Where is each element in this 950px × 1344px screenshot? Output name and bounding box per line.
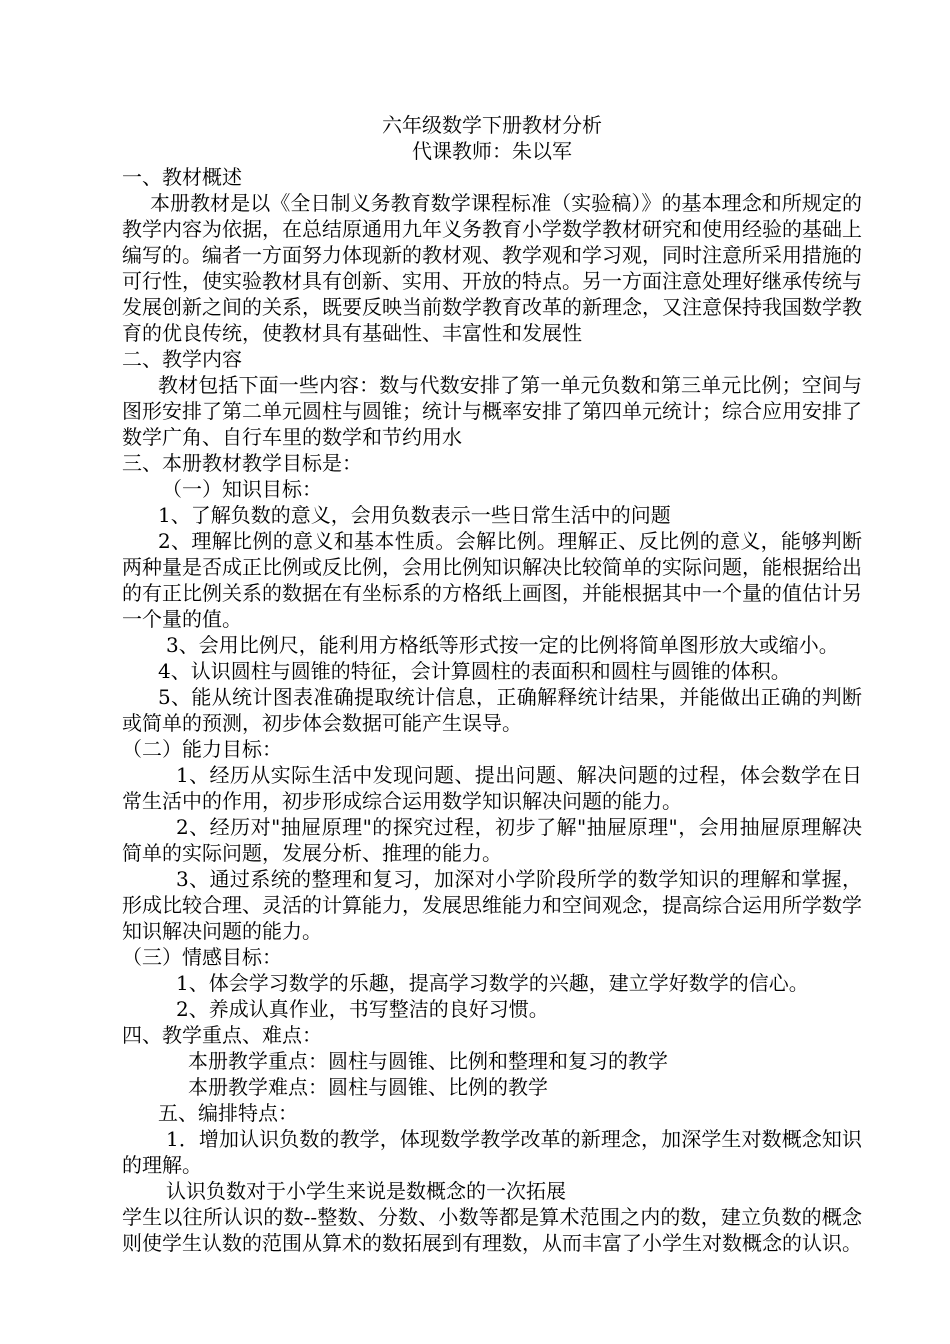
emotion-goal-2: 2、养成认真作业，书写整洁的良好习惯。 [176, 997, 549, 1021]
ability-goal-2: 2、经历对"抽屉原理"的探究过程，初步了解"抽屉原理"，会用抽屉原理解决简单的实际问题，发展分析、推理的能力。 [122, 815, 862, 865]
subheading-knowledge-goals: （一）知识目标： [162, 477, 322, 501]
content-paragraph: 教材包括下面一些内容：数与代数安排了第一单元负数和第三单元比例；空间与图形安排了第二单元圆柱与圆锥；统计与概率安排了第四单元统计；综合应用安排了数学广角、自行车里的数学和节约用水 [122, 373, 862, 449]
document-body [122, 112, 862, 1256]
subheading-ability-goals: （二）能力目标： [122, 737, 282, 761]
subheading-emotion-goals: （三）情感目标： [122, 945, 282, 969]
author-line: 代课教师：朱以军 [412, 139, 572, 163]
knowledge-goal-5: 5、能从统计图表准确提取统计信息，正确解释统计结果，并能做出正确的判断或简单的预测，初步体会数据可能产生误导。 [122, 685, 862, 735]
ability-goal-3: 3、通过系统的整理和复习，加深对小学阶段所学的数学知识的理解和掌握，形成比较合理、灵活的计算能力，发展思维能力和空间观念，提高综合运用所学数学知识解决问题的能力。 [122, 867, 862, 943]
document-title: 六年级数学下册教材分析 [382, 113, 602, 137]
section-heading-arrangement: 五、编排特点： [158, 1101, 298, 1125]
arrangement-point-1: 1．增加认识负数的教学，体现数学教学改革的新理念，加深学生对数概念知识的理解。 [122, 1127, 862, 1177]
arrangement-intro: 认识负数对于小学生来说是数概念的一次拓展 [166, 1179, 566, 1203]
arrangement-paragraph: 学生以往所认识的数--整数、分数、小数等都是算术范围之内的数，建立负数的概念则使学生认数的范围从算术的数拓展到有理数，从而丰富了小学生对数概念的认识。 [122, 1205, 862, 1255]
difficulty-line: 本册教学难点：圆柱与圆锥、比例的教学 [188, 1075, 548, 1099]
section-heading-content: 二、教学内容 [122, 347, 242, 371]
knowledge-goal-2: 2、理解比例的意义和基本性质。会解比例。理解正、反比例的意义，能够判断两种量是否成正比例或反比例，会用比例知识解决比较简单的实际问题，能根据给出的有正比例关系的数据在有坐标系的方格纸上画图，并能根据其中一个量的值估计另一个量的值。 [122, 529, 862, 631]
key-point-line: 本册教学重点：圆柱与圆锥、比例和整理和复习的教学 [188, 1049, 668, 1073]
knowledge-goal-1: 1、了解负数的意义，会用负数表示一些日常生活中的问题 [158, 503, 671, 527]
knowledge-goal-4: 4、认识圆柱与圆锥的特征，会计算圆柱的表面积和圆柱与圆锥的体积。 [158, 659, 791, 683]
ability-goal-1: 1、经历从实际生活中发现问题、提出问题、解决问题的过程，体会数学在日常生活中的作用，初步形成综合运用数学知识解决问题的能力。 [122, 763, 862, 813]
section-heading-key-points: 四、教学重点、难点： [122, 1023, 322, 1047]
knowledge-goal-3: 3、会用比例尺，能利用方格纸等形式按一定的比例将简单图形放大或缩小。 [166, 633, 839, 657]
emotion-goal-1: 1、体会学习数学的乐趣，提高学习数学的兴趣，建立学好数学的信心。 [176, 971, 809, 995]
section-heading-goals: 三、本册教材教学目标是： [122, 451, 362, 475]
overview-paragraph: 本册教材是以《全日制义务教育数学课程标准（实验稿）》的基本理念和所规定的教学内容为依据，在总结原通用九年义务教育小学数学教材研究和使用经验的基础上编写的。编者一方面努力体现新的教材观、教学观和学习观，同时注意所采用措施的可行性，使实验教材具有创新、实用、开放的特点。另一方面注意处理好继承传统与发展创新之间的关系，既要反映当前数学教育改革的新理念，又注意保持我国数学教育的优良传统，使教材具有基础性、丰富性和发展性 [122, 191, 862, 345]
section-heading-overview: 一、教材概述 [122, 165, 242, 189]
